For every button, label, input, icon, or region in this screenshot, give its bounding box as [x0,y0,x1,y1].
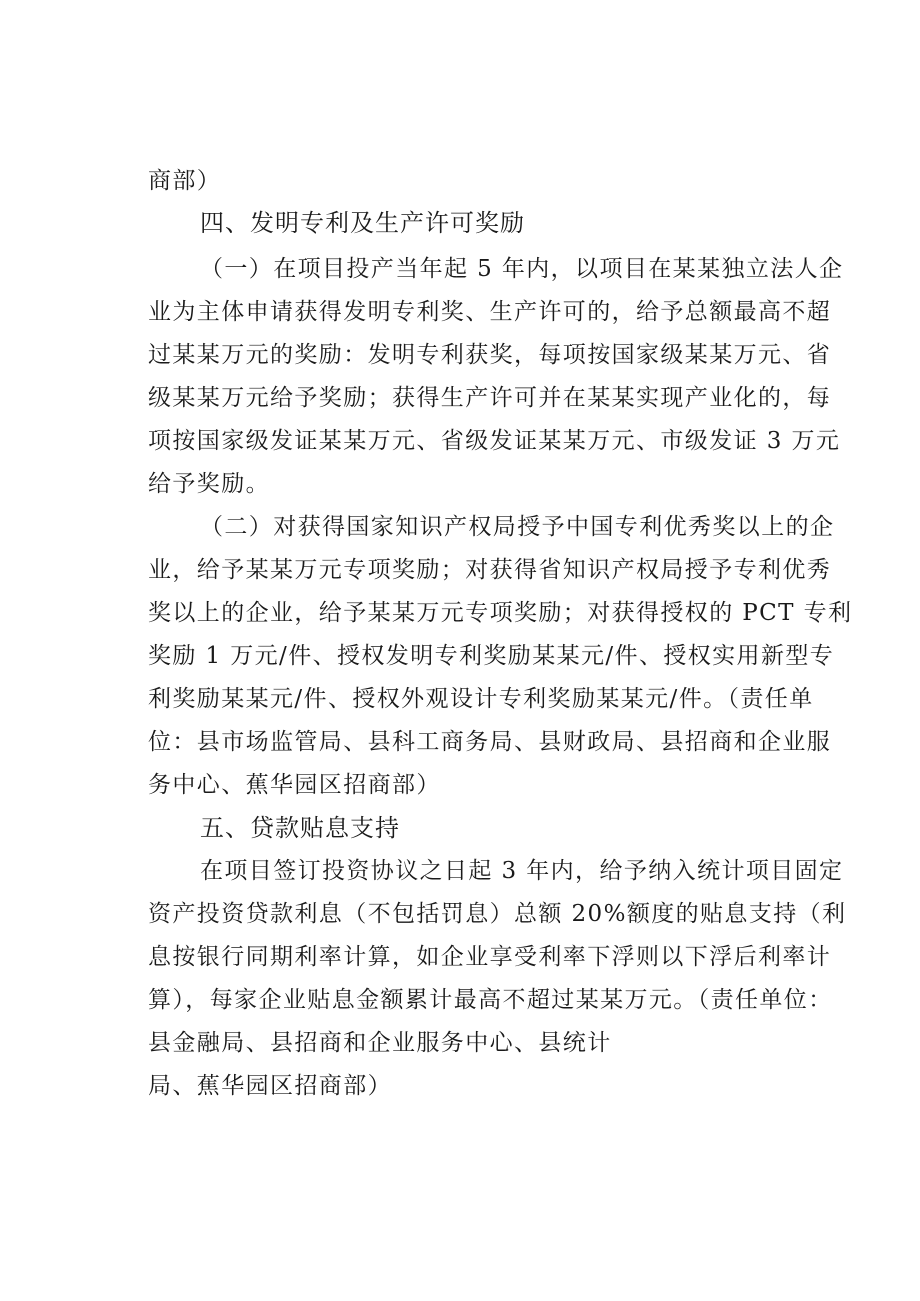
paragraph-line: （二）对获得国家知识产权局授予中国专利优秀奖以上的企 [200,514,835,540]
paragraph-line: 位：县市场监管局、县科工商务局、县财政局、县招商和企业服 [148,729,832,755]
section-heading: 四、发明专利及生产许可奖励 [200,209,525,237]
paragraph-line: 级某某万元给予奖励；获得生产许可并在某某实现产业化的，每 [148,385,832,411]
paragraph-line: 给予奖励。 [148,471,270,497]
paragraph-line: 业，给予某某万元专项奖励；对获得省知识产权局授予专利优秀 [148,557,832,583]
paragraph-line: （一）在项目投产当年起 5 年内，以项目在某某独立法人企 [200,256,844,282]
paragraph-line: 在项目签订投资协议之日起 3 年内，给予纳入统计项目固定 [200,858,844,884]
section-heading: 五、贷款贴息支持 [200,814,400,842]
paragraph-line: 资产投资贷款利息（不包括罚息）总额 20%额度的贴息支持（利 [148,901,847,927]
text-line: 商部） [148,168,222,194]
paragraph-line: 奖以上的企业，给予某某万元专项奖励；对获得授权的 PCT 专利 [148,600,853,626]
paragraph-line: 过某某万元的奖励：发明专利获奖，每项按国家级某某万元、省 [148,342,832,368]
paragraph-line: 业为主体申请获得发明专利奖、生产许可的，给予总额最高不超 [148,299,832,325]
paragraph-line: 利奖励某某元/件、授权外观设计专利奖励某某元/件。（责任单 [148,686,814,712]
paragraph-line: 县金融局、县招商和企业服务中心、县统计 [148,1030,612,1056]
paragraph-line: 奖励 1 万元/件、授权发明专利奖励某某元/件、授权实用新型专 [148,643,835,669]
paragraph-line: 息按银行同期利率计算，如企业享受利率下浮则以下浮后利率计 [148,944,832,970]
paragraph-line: 务中心、蕉华园区招商部） [148,772,441,798]
paragraph-line: 项按国家级发证某某万元、省级发证某某万元、市级发证 3 万元 [148,428,841,454]
paragraph-line: 算），每家企业贴息金额累计最高不超过某某万元。（责任单位： [148,987,833,1013]
paragraph-line: 局、蕉华园区招商部） [148,1073,392,1099]
